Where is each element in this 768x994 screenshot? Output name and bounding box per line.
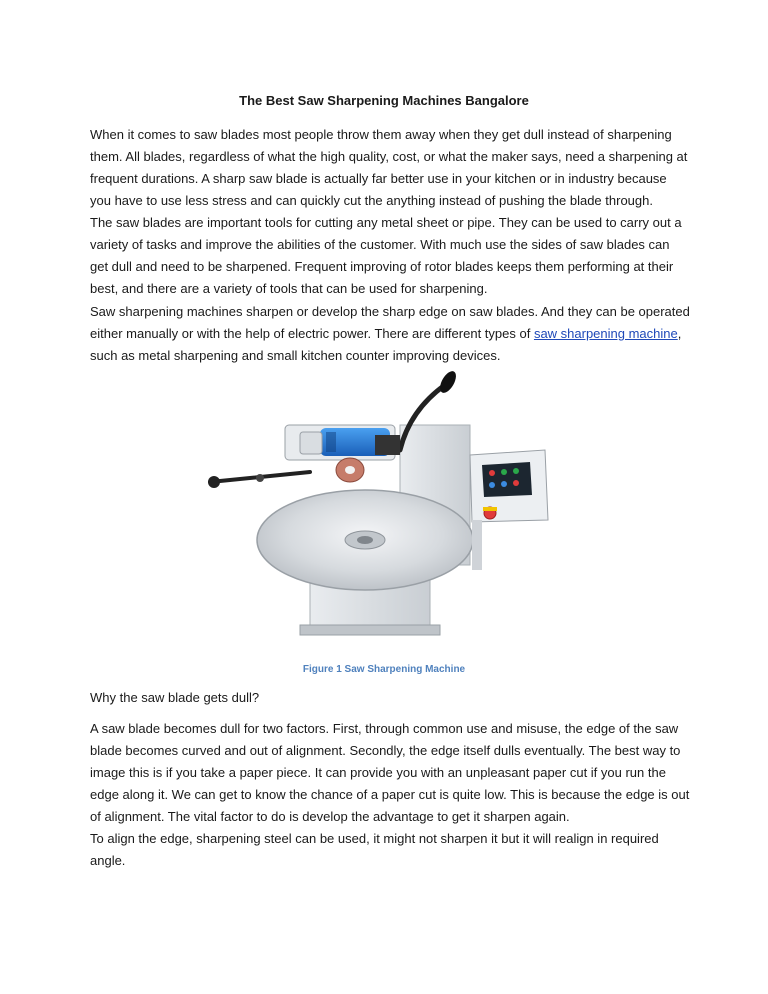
paragraph-text-after-link: , such as metal sharpening and small kitchen counter improving devices. (90, 326, 682, 363)
paragraph-intro: When it comes to saw blades most people throw them away when they get dull instead of sharpening them. All blades, regardless of what the high quality, cost, or what the maker says, need a sharpening at frequent durations. A sharp saw blade is actually far better use in your kitchen or in industry because you have to use less stress and can quickly cut the anything instead of pushing the blade through. (90, 127, 688, 208)
paragraph-saw-blades: The saw blades are important tools for cutting any metal sheet or pipe. They can be used to carry out a variety of tasks and improve the abilities of the customer. With much use the sides of saw blades can get dull and need to be sharpened. Frequent improving of rotor blades keeps them performing at their best, and there are a variety of tools that can be used for sharpening. (90, 215, 682, 296)
page-title: The Best Saw Sharpening Machines Bangalore (239, 93, 529, 108)
saw-sharpening-machine-image (200, 370, 560, 645)
section-heading-why-dull: Why the saw blade gets dull? (90, 690, 260, 705)
paragraph-align-edge: To align the edge, sharpening steel can be used, it might not sharpen it but it will realign in required angle. (90, 831, 659, 868)
paragraph-text-before-link: Saw sharpening machines sharpen or develop the sharp edge on saw blades. And they can be operated either manually or with the help of electric power. There are different types of (90, 304, 690, 341)
paragraph-sharpening-machines (90, 301, 690, 367)
paragraph-why-dull: A saw blade becomes dull for two factors. First, through common use and misuse, the edge of the saw blade becomes curved and out of alignment. Secondly, the edge itself dulls eventually. The best way to image this is if you take a paper piece. It can provide you with an unpleasant paper cut if you run the edge along it. We can get to know the chance of a paper cut is quite low. This is because the edge is out of alignment. The vital factor to do is develop the advantage to get it sharpen again. (90, 721, 690, 824)
figure-caption: Figure 1 Saw Sharpening Machine (302, 664, 466, 675)
saw-sharpening-machine-link[interactable]: saw sharpening machine (533, 326, 678, 341)
